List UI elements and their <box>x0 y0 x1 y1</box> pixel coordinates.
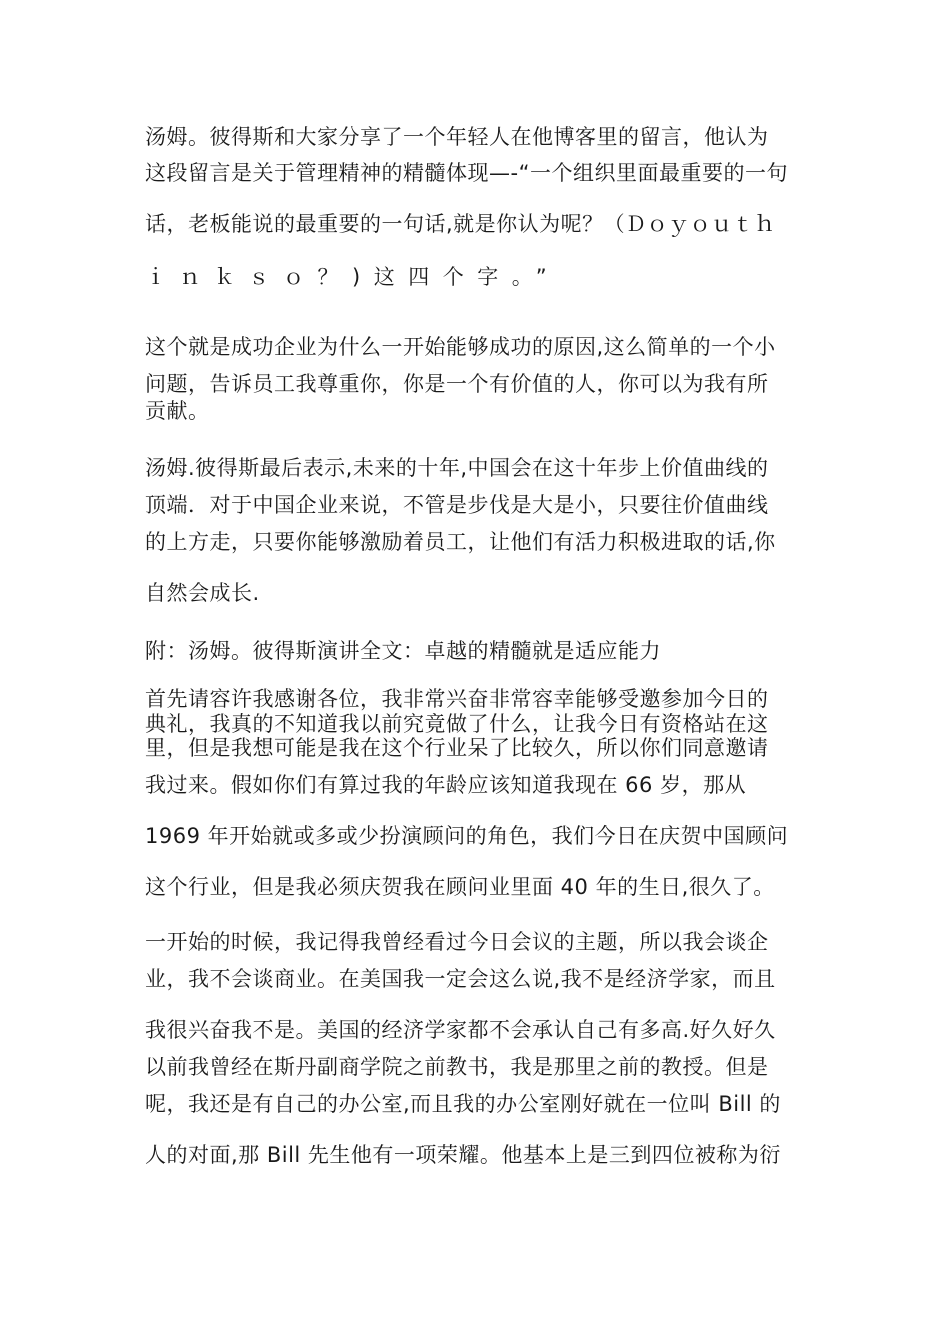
text-line: 一开始的时候，我记得我曾经看过今日会议的主题，所以我会谈企 <box>145 930 769 954</box>
text-line: 话，老板能说的最重要的一句话,就是你认为呢？（Ｄｏｙｏｕｔｈ <box>145 212 776 236</box>
text-line: 这个就是成功企业为什么一开始能够成功的原因,这么简单的一个小 <box>145 335 776 359</box>
text-line: 汤姆。彼得斯和大家分享了一个年轻人在他博客里的留言，他认为 <box>145 125 769 149</box>
text-line: 自然会成长. <box>145 581 260 605</box>
text-line: 我很兴奋我不是。美国的经济学家都不会承认自己有多高.好久好久 <box>145 1018 776 1042</box>
text-line: 这个行业，但是我必须庆贺我在顾问业里面 40 年的生日,很久了。 <box>145 875 775 899</box>
text-line: 人的对面,那 Bill 先生他有一项荣耀。他基本上是三到四位被称为衍 <box>145 1143 781 1167</box>
text-line: 这段留言是关于管理精神的精髓体现—-“一个组织里面最重要的一句 <box>145 161 788 185</box>
text-line: ｉｎｋｓｏ？)这四个字。” <box>145 265 561 289</box>
text-line: 1969 年开始就或多或少扮演顾问的角色，我们今日在庆贺中国顾问 <box>145 824 789 848</box>
text-line: 业，我不会谈商业。在美国我一定会这么说,我不是经济学家，而且 <box>145 967 776 991</box>
text-line: 以前我曾经在斯丹副商学院之前教书，我是那里之前的教授。但是 <box>145 1055 769 1079</box>
text-line: 首先请容许我感谢各位，我非常兴奋非常容幸能够受邀参加今日的 <box>145 687 769 711</box>
text-line: 问题，告诉员工我尊重你，你是一个有价值的人，你可以为我有所 <box>145 372 769 396</box>
text-line: 的上方走，只要你能够激励着员工，让他们有活力积极进取的话,你 <box>145 530 776 554</box>
text-line: 我过来。假如你们有算过我的年龄应该知道我现在 66 岁，那从 <box>145 773 747 797</box>
text-line: 汤姆.彼得斯最后表示,未来的十年,中国会在这十年步上价值曲线的 <box>145 456 769 480</box>
text-line: 顶端．对于中国企业来说，不管是步伐是大是小，只要往价值曲线 <box>145 493 769 517</box>
section-heading: 附：汤姆。彼得斯演讲全文：卓越的精髓就是适应能力 <box>145 639 661 663</box>
text-line: 里，但是我想可能是我在这个行业呆了比较久，所以你们同意邀请 <box>145 736 769 760</box>
text-line: 呢，我还是有自己的办公室,而且我的办公室刚好就在一位叫 Bill 的 <box>145 1092 781 1116</box>
text-line: 贡献。 <box>145 399 210 423</box>
text-line: 典礼，我真的不知道我以前究竟做了什么，让我今日有资格站在这 <box>145 712 769 736</box>
